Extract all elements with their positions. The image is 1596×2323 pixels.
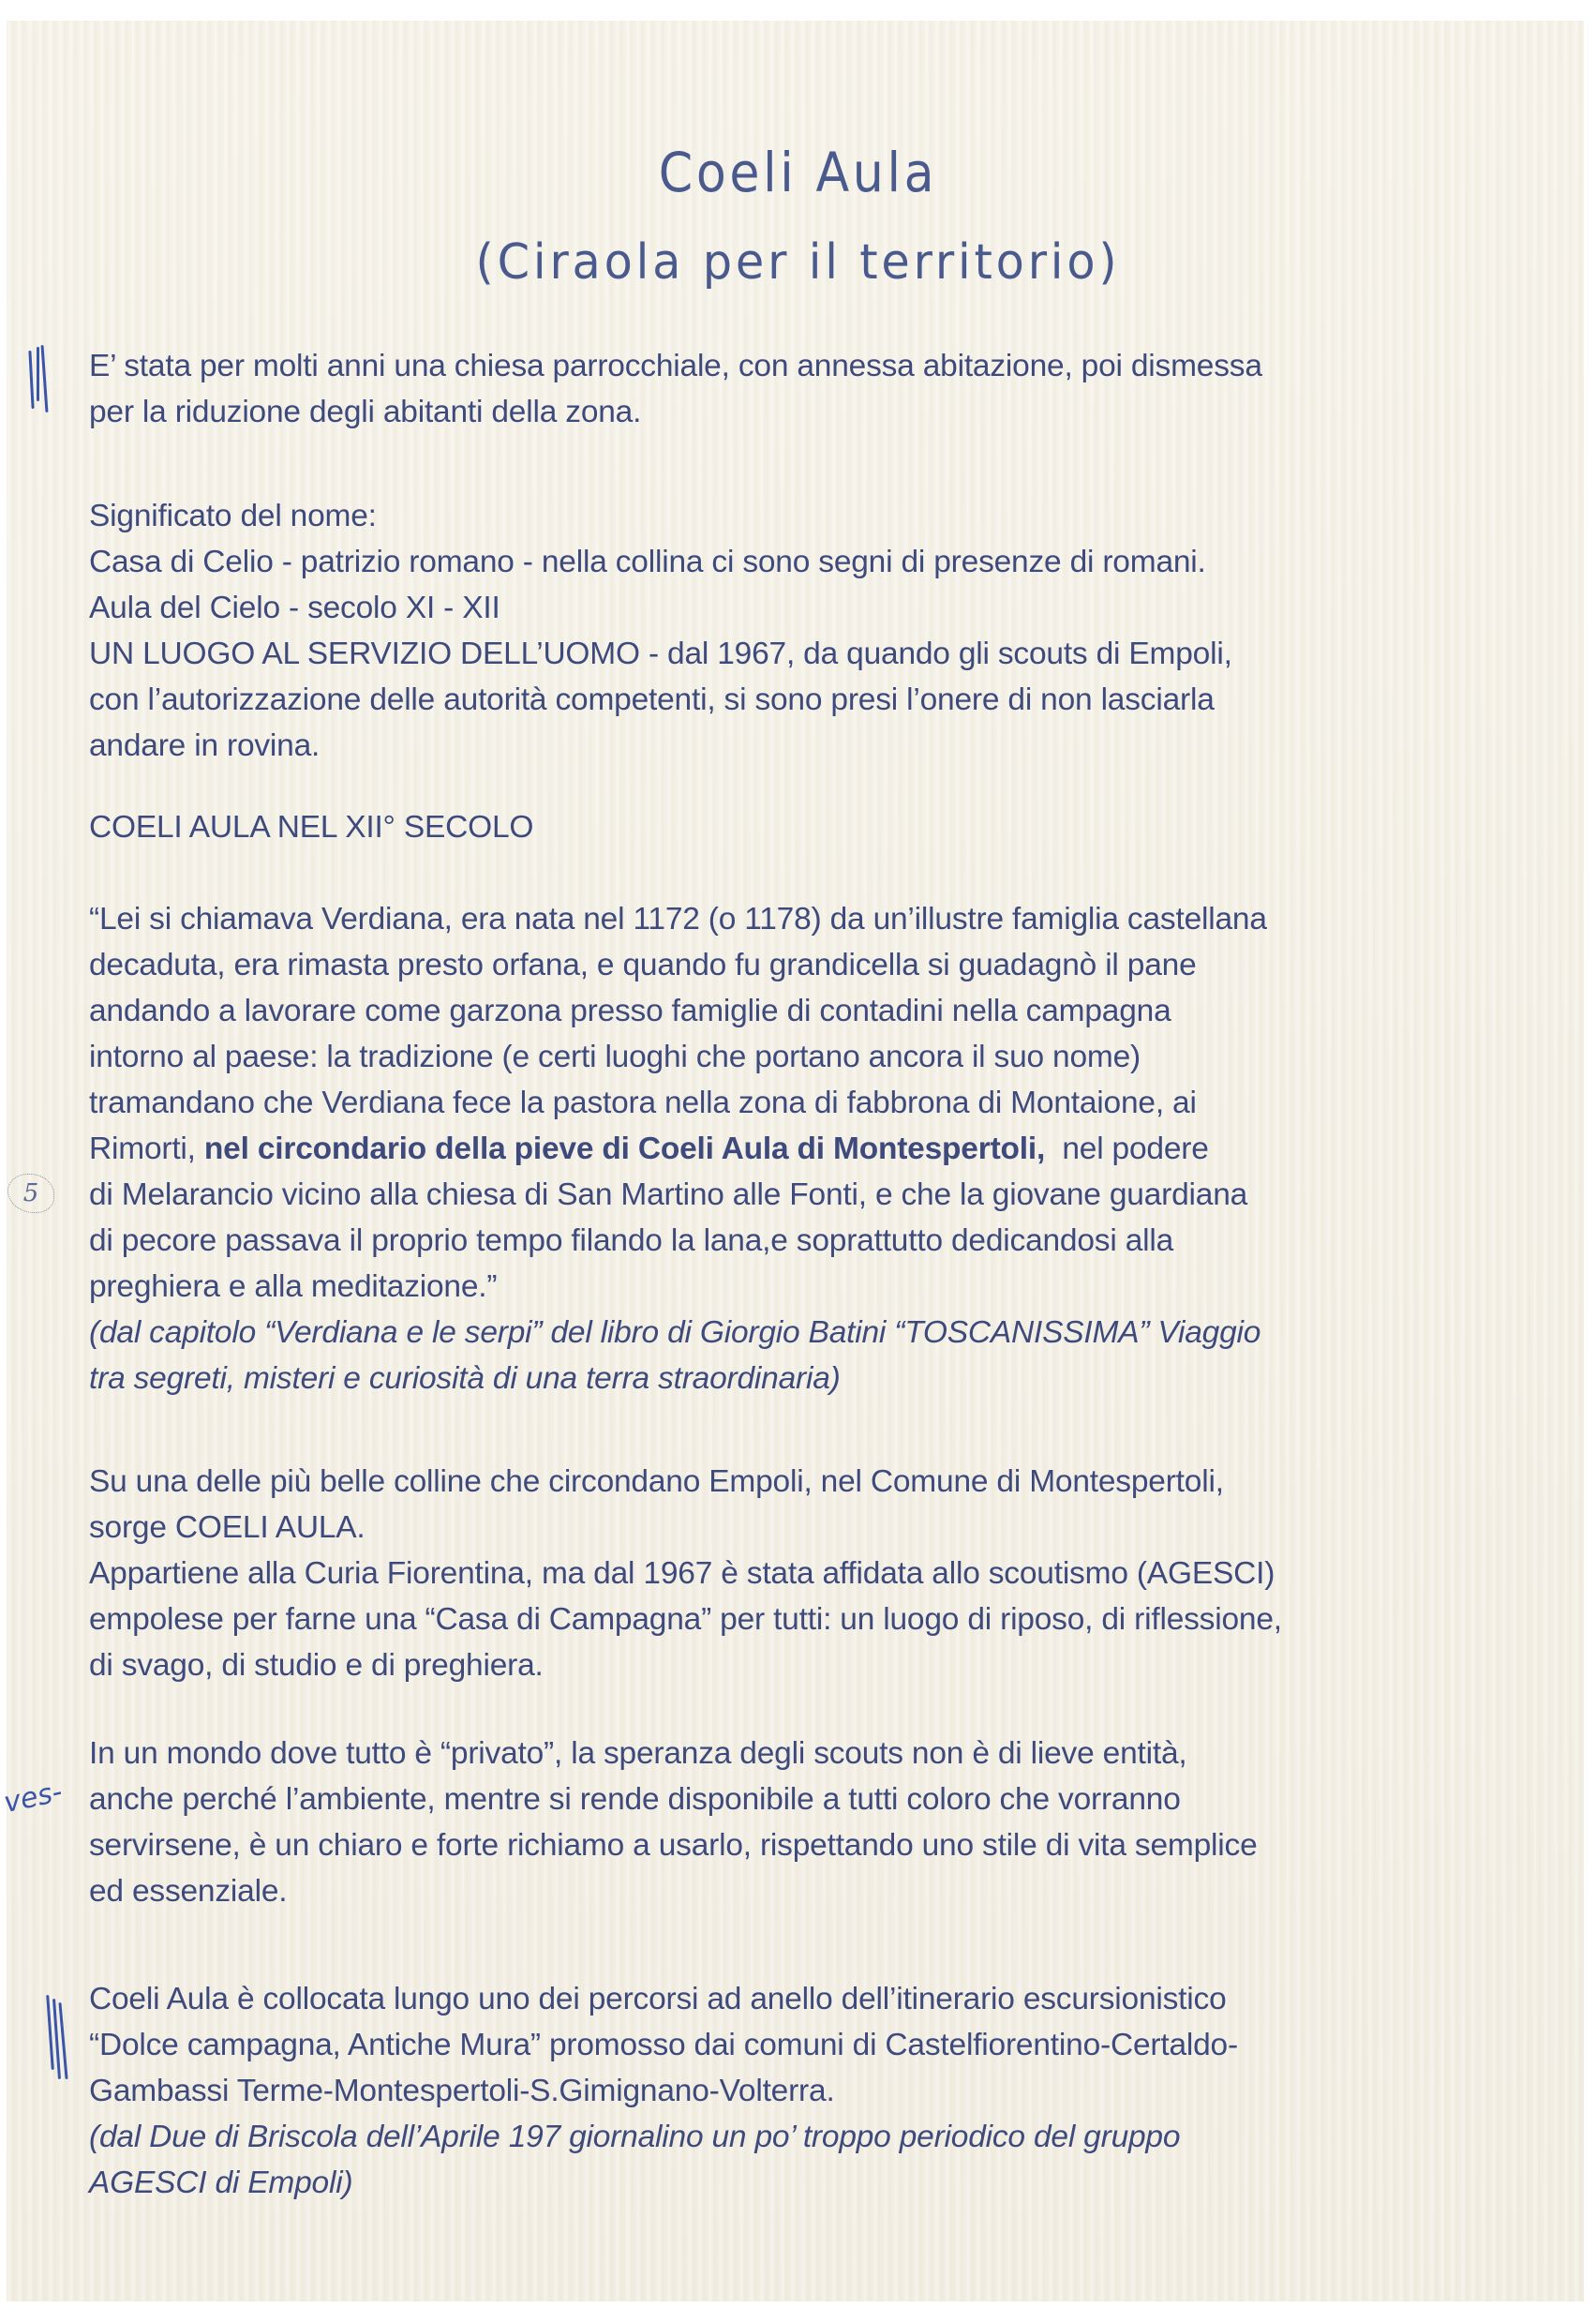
text-line: di Melarancio vicino alla chiesa di San Martino alle Fonti, e che la giovane guardiana [89, 1177, 1248, 1212]
margin-bracket-mark-top [28, 345, 47, 411]
route-paragraph [89, 1976, 1495, 2206]
text-line: E’ stata per molti anni una chiesa parrocchiale, con annessa abitazione, poi dismessa [89, 349, 1262, 383]
heading-text: COELI AULA NEL XII° SECOLO [89, 810, 534, 845]
text-line: empolese per farne una “Casa di Campagna” per tutti: un luogo di riposo, di riflessione, [89, 1602, 1282, 1637]
section-heading [89, 804, 1495, 850]
text-line: servirsene, è un chiaro e forte richiamo a usarlo, rispettando uno stile di vita semplice [89, 1828, 1258, 1863]
handwritten-scribble: ves- [1, 1775, 66, 1821]
citation-line: (dal capitolo “Verdiana e le serpi” del libro di Giorgio Batini “TOSCANISSIMA” Viaggio [89, 1315, 1261, 1350]
citation-line: tra segreti, misteri e curiosità di una terra straordinaria) [89, 1361, 841, 1396]
text-line: con l’autorizzazione delle autorità competenti, si sono presi l’onere di non lasciarla [89, 682, 1215, 717]
text-line: Su una delle più belle colline che circondano Empoli, nel Comune di Montespertoli, [89, 1464, 1224, 1499]
verdiana-quote [89, 896, 1495, 1401]
text-line: UN LUOGO AL SERVIZIO DELL’UOMO - dal 1967, da quando gli scouts di Empoli, [89, 637, 1232, 671]
text-line: Appartiene alla Curia Fiorentina, ma dal 1967 è stata affidata allo scoutismo (AGESCI) [89, 1556, 1275, 1591]
text-fragment: nel podere [1045, 1132, 1209, 1166]
text-fragment: Rimorti, [89, 1132, 204, 1166]
handwritten-subtitle: (Ciraola per il territorio) [475, 234, 1121, 291]
text-line: di svago, di studio e di preghiera. [89, 1648, 544, 1683]
citation-line: (dal Due di Briscola dell’Aprile 197 giornalino un po’ troppo periodico del gruppo [89, 2120, 1181, 2154]
name-meaning-paragraph [89, 493, 1495, 769]
text-line: tramandano che Verdiana fece la pastora nella zona di fabbrona di Montaione, ai [89, 1086, 1197, 1120]
intro-paragraph [89, 343, 1495, 435]
text-line: ed essenziale. [89, 1874, 288, 1909]
text-line: intorno al paese: la tradizione (e certi luoghi che portano ancora il suo nome) [89, 1040, 1141, 1074]
text-line: “Lei si chiamava Verdiana, era nata nel 1172 (o 1178) da un’illustre famiglia castellana [89, 902, 1267, 937]
circled-number-note: 5 [7, 1174, 54, 1213]
hills-paragraph [89, 1459, 1495, 1688]
text-line: Significato del nome: [89, 499, 377, 533]
private-world-paragraph [89, 1731, 1495, 1914]
text-line: In un mondo dove tutto è “privato”, la speranza degli scouts non è di lieve entità, [89, 1736, 1187, 1771]
citation-line: AGESCI di Empoli) [89, 2166, 353, 2200]
bold-emphasis: nel circondario della pieve di Coeli Aula di Montespertoli, [203, 1132, 1046, 1166]
handwritten-title: Coeli Aula [658, 141, 938, 204]
margin-bracket-mark-bottom [49, 1995, 67, 2079]
text-line: decaduta, era rimasta presto orfana, e quando fu grandicella si guadagnò il pane [89, 948, 1197, 982]
text-line: Casa di Celio - patrizio romano - nella collina ci sono segni di presenze di romani. [89, 545, 1206, 579]
text-line: preghiera e alla meditazione.” [89, 1269, 498, 1304]
text-line: anche perché l’ambiente, mentre si rende disponibile a tutti coloro che vorranno [89, 1782, 1181, 1817]
text-line-with-bold [89, 1126, 1495, 1172]
text-line: andando a lavorare come garzona presso famiglie di contadini nella campagna [89, 994, 1171, 1028]
text-line: per la riduzione degli abitanti della zona. [89, 395, 642, 429]
text-line: sorge COELI AULA. [89, 1510, 365, 1545]
text-line: Coeli Aula è collocata lungo uno dei percorsi ad anello dell’itinerario escursionistico [89, 1982, 1227, 2016]
text-line: “Dolce campagna, Antiche Mura” promosso dai comuni di Castelfiorentino-Certaldo- [89, 2028, 1238, 2062]
text-line: andare in rovina. [89, 728, 321, 763]
text-line: Aula del Cielo - secolo XI - XII [89, 591, 500, 625]
text-line: Gambassi Terme-Montespertoli-S.Gimignano-Volterra. [89, 2074, 835, 2108]
text-line: di pecore passava il proprio tempo filando la lana,e soprattutto dedicandosi alla [89, 1223, 1174, 1258]
